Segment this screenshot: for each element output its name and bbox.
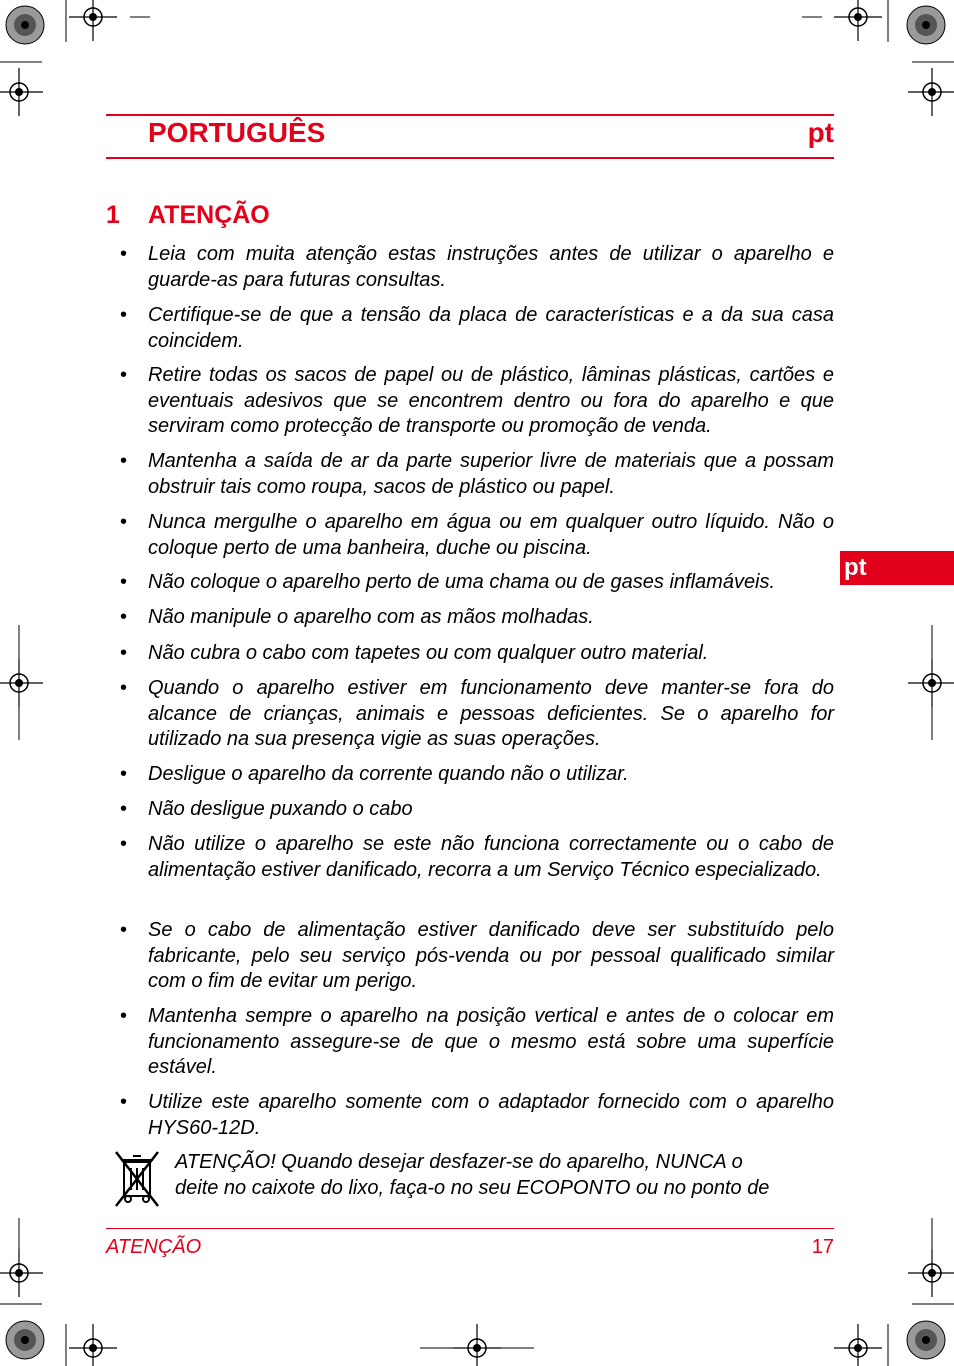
bullet-marker: • <box>120 833 128 855</box>
page-title: PORTUGUÊS <box>148 117 326 148</box>
bullet-marker: • <box>120 243 128 265</box>
registration-mark-icon <box>907 6 945 44</box>
list-item-text: Não desligue puxando o cabo <box>148 798 413 820</box>
registration-mark-icon <box>908 68 954 116</box>
registration-mark-icon <box>907 1321 945 1359</box>
list-item-text: Não manipule o aparelho com as mãos molhadas. <box>148 606 594 628</box>
bullet-marker: • <box>120 919 128 941</box>
footer-section-name: ATENÇÃO <box>106 1236 202 1258</box>
list-item-text: Certifique-se de que a tensão da placa de características e a da sua casa coincidem. <box>148 304 834 352</box>
section-number: 1 <box>106 201 120 229</box>
list-item-text: Se o cabo de alimentação estiver danificado deve ser substituído pelo fabricante, pelo seu serviço pós-venda ou por pessoal qualificado similar com o fim de evitar um perigo. <box>148 919 834 992</box>
registration-mark-icon <box>6 6 44 44</box>
bullet-marker: • <box>120 571 128 593</box>
registration-mark-icon <box>908 1249 954 1297</box>
list-item-text: Desligue o aparelho da corrente quando não o utilizar. <box>148 763 629 785</box>
list-item-text: Nunca mergulhe o aparelho em água ou em qualquer outro líquido. Não o coloque perto de uma banheira, duche ou piscina. <box>148 511 834 559</box>
registration-mark-icon <box>0 1249 43 1297</box>
list-item-text: Não cubra o cabo com tapetes ou com qualquer outro material. <box>148 642 709 664</box>
list-item-text: Não coloque o aparelho perto de uma chama ou de gases inflamáveis. <box>148 571 776 593</box>
bullet-marker: • <box>120 304 128 326</box>
language-code: pt <box>807 117 834 148</box>
list-item-text: Mantenha sempre o aparelho na posição vertical e antes de o colocar em funcionamento assegure-se de que o mesmo está sobre uma superfície estável. <box>148 1005 834 1078</box>
disposal-warning-line: ATENÇÃO! Quando desejar desfazer-se do aparelho, NUNCA o <box>175 1151 743 1173</box>
list-item-text: Não utilize o aparelho se este não funciona correctamente ou o cabo de alimentação estiver danificado, recorra a um Serviço Técnico especializado. <box>148 833 834 881</box>
registration-mark-icon <box>453 1324 501 1366</box>
bullet-marker: • <box>120 677 128 699</box>
registration-mark-icon <box>0 68 43 116</box>
bullet-marker: • <box>120 450 128 472</box>
bullet-marker: • <box>120 642 128 664</box>
disposal-warning-line: deite no caixote do lixo, faça-o no seu ECOPONTO ou no ponto de <box>175 1176 770 1199</box>
list-item-text: Leia com muita atenção estas instruções antes de utilizar o aparelho e guarde-as para futuras consultas. <box>148 243 834 291</box>
registration-mark-icon <box>69 1324 117 1366</box>
page-number: 17 <box>811 1236 834 1258</box>
list-item-text: Mantenha a saída de ar da parte superior livre de materiais que a possam obstruir tais como roupa, sacos de plástico ou papel. <box>148 450 834 498</box>
list-item-text: Quando o aparelho estiver em funcionamento deve manter-se fora do alcance de crianças, animais e pessoas deficientes. Se o aparelho for utilizado na sua presença vigie as suas operações. <box>148 677 834 750</box>
registration-mark-icon <box>0 659 43 707</box>
language-side-tab-label: pt <box>844 554 867 581</box>
list-item-text: Utilize este aparelho somente com o adaptador fornecido com o aparelho HYS60-12D. <box>148 1091 834 1139</box>
registration-mark-icon <box>834 0 882 41</box>
registration-mark-icon <box>69 0 117 41</box>
registration-mark-icon <box>6 1321 44 1359</box>
section-title: ATENÇÃO <box>148 201 270 229</box>
bullet-marker: • <box>120 606 128 628</box>
registration-mark-icon <box>908 659 954 707</box>
bullet-marker: • <box>120 364 128 386</box>
bullet-marker: • <box>120 1005 128 1027</box>
bullet-marker: • <box>120 1091 128 1113</box>
registration-mark-icon <box>834 1324 882 1366</box>
bullet-marker: • <box>120 763 128 785</box>
bullet-marker: • <box>120 798 128 820</box>
bullet-marker: • <box>120 511 128 533</box>
list-item-text: Retire todas os sacos de papel ou de plástico, lâminas plásticas, cartões e eventuais adesivos que se encontrem dentro ou fora do aparelho e que serviram como protecção de transporte ou promoção de venda. <box>148 364 834 437</box>
